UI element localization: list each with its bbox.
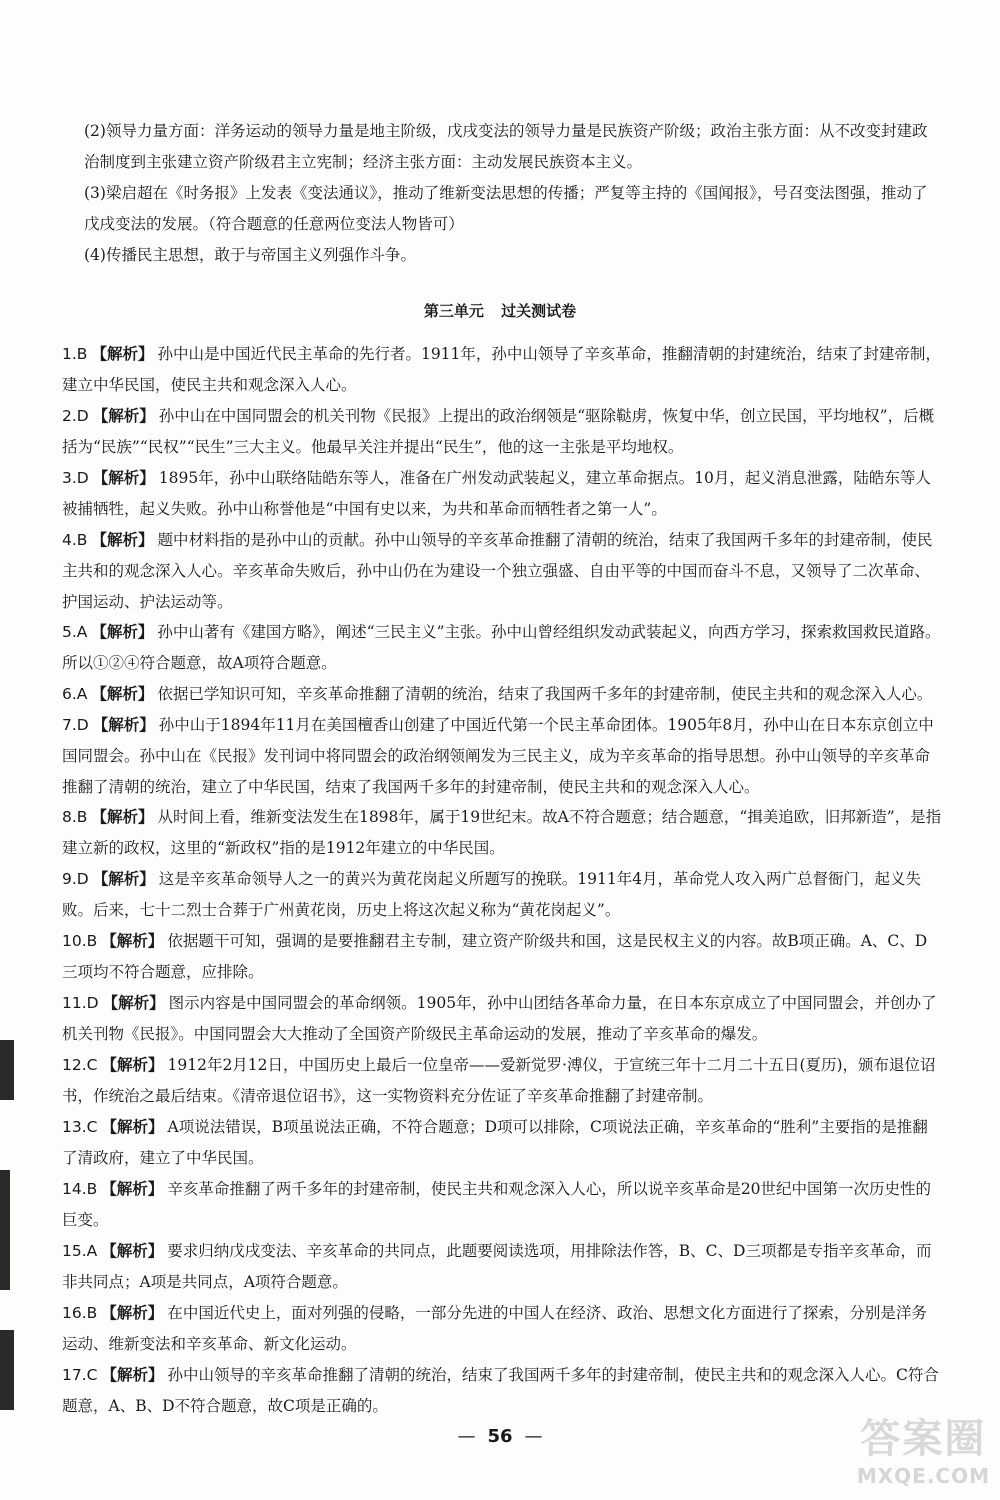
section-heading bbox=[0, 300, 1000, 321]
analysis-text: 1912年2月12日，中国历史上最后一位皇帝——爱新觉罗·溥仪，于宣统三年十二月二十五日(夏历)，颁布退位诏书，作统治之最后结束。《清帝退位诏书》，这一实物资料充分佐证了辛亥革命推翻了封建帝制。 bbox=[62, 1056, 936, 1105]
answer-item bbox=[62, 463, 942, 525]
analysis-tag: 【解析】 bbox=[91, 808, 154, 826]
watermark-url: MXQE.COM bbox=[856, 1464, 990, 1488]
answer-item bbox=[62, 1360, 942, 1422]
answer-choice: 2.D bbox=[62, 407, 89, 425]
analysis-text: 依据题干可知，强调的是要推翻君主专制，建立资产阶级共和国，这是民权主义的内容。故B项正确。A、C、D三项均不符合题意，应排除。 bbox=[62, 932, 928, 981]
analysis-text: 图示内容是中国同盟会的革命纲领。1905年，孙中山团结各革命力量，在日本东京成立了中国同盟会，并创办了机关刊物《民报》。中国同盟会大大推动了全国资产阶级民主革命运动的发展，推动了辛亥革命的爆发。 bbox=[62, 994, 937, 1043]
answer-item bbox=[62, 988, 942, 1050]
answer-choice: 16.B bbox=[62, 1304, 98, 1322]
analysis-tag: 【解析】 bbox=[91, 623, 154, 641]
answer-choice: 5.A bbox=[62, 623, 88, 641]
analysis-text: 1895年，孙中山联络陆皓东等人，准备在广州发动武装起义，建立革命据点。10月，起义消息泄露，陆皓东等人被捕牺牲，起义失败。孙中山称誉他是“中国有史以来，为共和革命而牺牲者之第一人”。 bbox=[62, 469, 931, 518]
analysis-tag: 【解析】 bbox=[91, 345, 154, 363]
analysis-text: 孙中山在中国同盟会的机关刊物《民报》上提出的政治纲领是“驱除鞑虏，恢复中华，创立民国，平均地权”，后概括为“民族”“民权”“民生”三大主义。他最早关注并提出“民生”，他的这一主张是平均地权。 bbox=[62, 407, 935, 456]
answer-item bbox=[62, 525, 942, 618]
answer-item bbox=[62, 339, 942, 401]
analysis-tag: 【解析】 bbox=[92, 407, 155, 425]
binding-edge-mark bbox=[0, 1040, 14, 1100]
watermark bbox=[857, 1407, 990, 1488]
answer-choice: 12.C bbox=[62, 1056, 98, 1074]
analysis-tag: 【解析】 bbox=[101, 1118, 164, 1136]
answer-item bbox=[62, 401, 942, 463]
analysis-tag: 【解析】 bbox=[92, 716, 155, 734]
analysis-text: 孙中山领导的辛亥革命推翻了清朝的统治，结束了我国两千多年的封建帝制，使民主共和的观念深入人心。C符合题意，A、B、D不符合题意，故C项是正确的。 bbox=[62, 1366, 939, 1415]
answer-choice: 9.D bbox=[62, 870, 89, 888]
analysis-tag: 【解析】 bbox=[91, 685, 154, 703]
analysis-tag: 【解析】 bbox=[101, 1242, 164, 1260]
analysis-text: A项说法错误，B项虽说法正确，不符合题意；D项可以排除，C项说法正确，辛亥革命的“胜利”主要指的是推翻了清政府，建立了中华民国。 bbox=[62, 1118, 928, 1167]
answer-paragraph-3: (3)梁启超在《时务报》上发表《变法通议》，推动了维新变法思想的传播；严复等主持的《国闻报》，号召变法图强，推动了戊戌变法的发展。（符合题意的任意两位变法人物皆可） bbox=[84, 184, 928, 233]
unit-label: 第三单元 bbox=[423, 302, 484, 320]
answer-paragraph-4: (4)传播民主思想，敢于与帝国主义列强作斗争。 bbox=[84, 246, 416, 264]
analysis-tag: 【解析】 bbox=[91, 531, 154, 549]
answer-item bbox=[62, 710, 942, 803]
watermark-brand: 答案圈 bbox=[860, 1416, 987, 1462]
analysis-text: 依据已学知识可知，辛亥革命推翻了清朝的统治，结束了我国两千多年的封建帝制，使民主共和的观念深入人心。 bbox=[157, 685, 933, 703]
answer-choice: 11.D bbox=[62, 994, 99, 1012]
answer-item bbox=[62, 1236, 942, 1298]
answer-choice: 17.C bbox=[62, 1366, 98, 1384]
answer-item bbox=[62, 802, 942, 864]
analysis-text: 孙中山于1894年11月在美国檀香山创建了中国近代第一个民主革命团体。1905年8月，孙中山在日本东京创立中国同盟会。孙中山在《民报》发刊词中将同盟会的政治纲领阐发为三民主义，成为辛亥革命的指导思想。孙中山领导的辛亥革命推翻了清朝的统治，建立了中华民国，结束了我国两千多年的封建帝制，使民主共和的观念深入人心。 bbox=[62, 716, 934, 796]
answer-choice: 1.B bbox=[62, 345, 88, 363]
page-number-dash-left: — bbox=[457, 1426, 476, 1447]
answer-item bbox=[62, 1050, 942, 1112]
analysis-tag: 【解析】 bbox=[101, 1180, 164, 1198]
page-number-dash-right: — bbox=[524, 1426, 543, 1447]
answer-choice: 14.B bbox=[62, 1180, 98, 1198]
analysis-text: 题中材料指的是孙中山的贡献。孙中山领导的辛亥革命推翻了清朝的统治，结束了我国两千多年的封建帝制，使民主共和的观念深入人心。辛亥革命失败后，孙中山仍在为建设一个独立强盛、自由平等的中国而奋斗不息，又领导了二次革命、护国运动、护法运动等。 bbox=[62, 531, 933, 611]
page-number-value: 56 bbox=[487, 1426, 513, 1447]
analysis-text: 这是辛亥革命领导人之一的黄兴为黄花岗起义所题写的挽联。1911年4月，革命党人攻入两广总督衙门，起义失败。后来，七十二烈士合葬于广州黄花岗，历史上将这次起义称为“黄花岗起义”。 bbox=[62, 870, 922, 919]
analysis-text: 要求归纳戊戌变法、辛亥革命的共同点，此题要阅读选项，用排除法作答，B、C、D三项都是专指辛亥革命，而非共同点；A项是共同点，A项符合题意。 bbox=[62, 1242, 932, 1291]
answer-choice: 15.A bbox=[62, 1242, 98, 1260]
answer-item bbox=[62, 1174, 942, 1236]
analysis-text: 孙中山是中国近代民主革命的先行者。1911年，孙中山领导了辛亥革命，推翻清朝的封建统治，结束了封建帝制，建立中华民国，使民主共和观念深入人心。 bbox=[62, 345, 941, 394]
answer-choice: 6.A bbox=[62, 685, 88, 703]
page-number bbox=[0, 1426, 1000, 1447]
answer-choice: 4.B bbox=[62, 531, 88, 549]
analysis-tag: 【解析】 bbox=[92, 469, 155, 487]
analysis-tag: 【解析】 bbox=[101, 1366, 164, 1384]
answer-choice: 10.B bbox=[62, 932, 98, 950]
answer-choice: 3.D bbox=[62, 469, 89, 487]
test-title: 过关测试卷 bbox=[501, 302, 577, 320]
analysis-tag: 【解析】 bbox=[102, 994, 165, 1012]
answer-item bbox=[62, 679, 942, 710]
analysis-tag: 【解析】 bbox=[101, 932, 164, 950]
answer-item bbox=[62, 864, 942, 926]
binding-edge-mark bbox=[0, 1330, 14, 1410]
answer-choice: 8.B bbox=[62, 808, 88, 826]
analysis-text: 在中国近代史上，面对列强的侵略，一部分先进的中国人在经济、政治、思想文化方面进行了探索，分别是洋务运动、维新变法和辛亥革命、新文化运动。 bbox=[62, 1304, 927, 1353]
answer-item bbox=[62, 1298, 942, 1360]
answer-choice: 13.C bbox=[62, 1118, 98, 1136]
analysis-text: 辛亥革命推翻了两千多年的封建帝制，使民主共和观念深入人心，所以说辛亥革命是20世纪中国第一次历史性的巨变。 bbox=[62, 1180, 932, 1229]
analysis-text: 孙中山著有《建国方略》，阐述“三民主义”主张。孙中山曾经组织发动武装起义，向西方学习，探索救国救民道路。所以①②④符合题意，故A项符合题意。 bbox=[62, 623, 941, 672]
analysis-tag: 【解析】 bbox=[101, 1056, 164, 1074]
answer-item bbox=[62, 1112, 942, 1174]
answer-item bbox=[62, 617, 942, 679]
analysis-tag: 【解析】 bbox=[101, 1304, 164, 1322]
answer-paragraph-2: (2)领导力量方面：洋务运动的领导力量是地主阶级，戊戌变法的领导力量是民族资产阶级；政治主张方面：从不改变封建政治制度到主张建立资产阶级君主立宪制；经济主张方面：主动发展民族资本主义。 bbox=[84, 122, 928, 171]
binding-edge-mark bbox=[0, 1170, 10, 1290]
answer-choice: 7.D bbox=[62, 716, 89, 734]
answer-item bbox=[62, 926, 942, 988]
analysis-tag: 【解析】 bbox=[92, 870, 155, 888]
analysis-text: 从时间上看，维新变法发生在1898年，属于19世纪末。故A不符合题意；结合题意，“揖美追欧，旧邦新造”，是指建立新的政权，这里的“新政权”指的是1912年建立的中华民国。 bbox=[62, 808, 942, 857]
